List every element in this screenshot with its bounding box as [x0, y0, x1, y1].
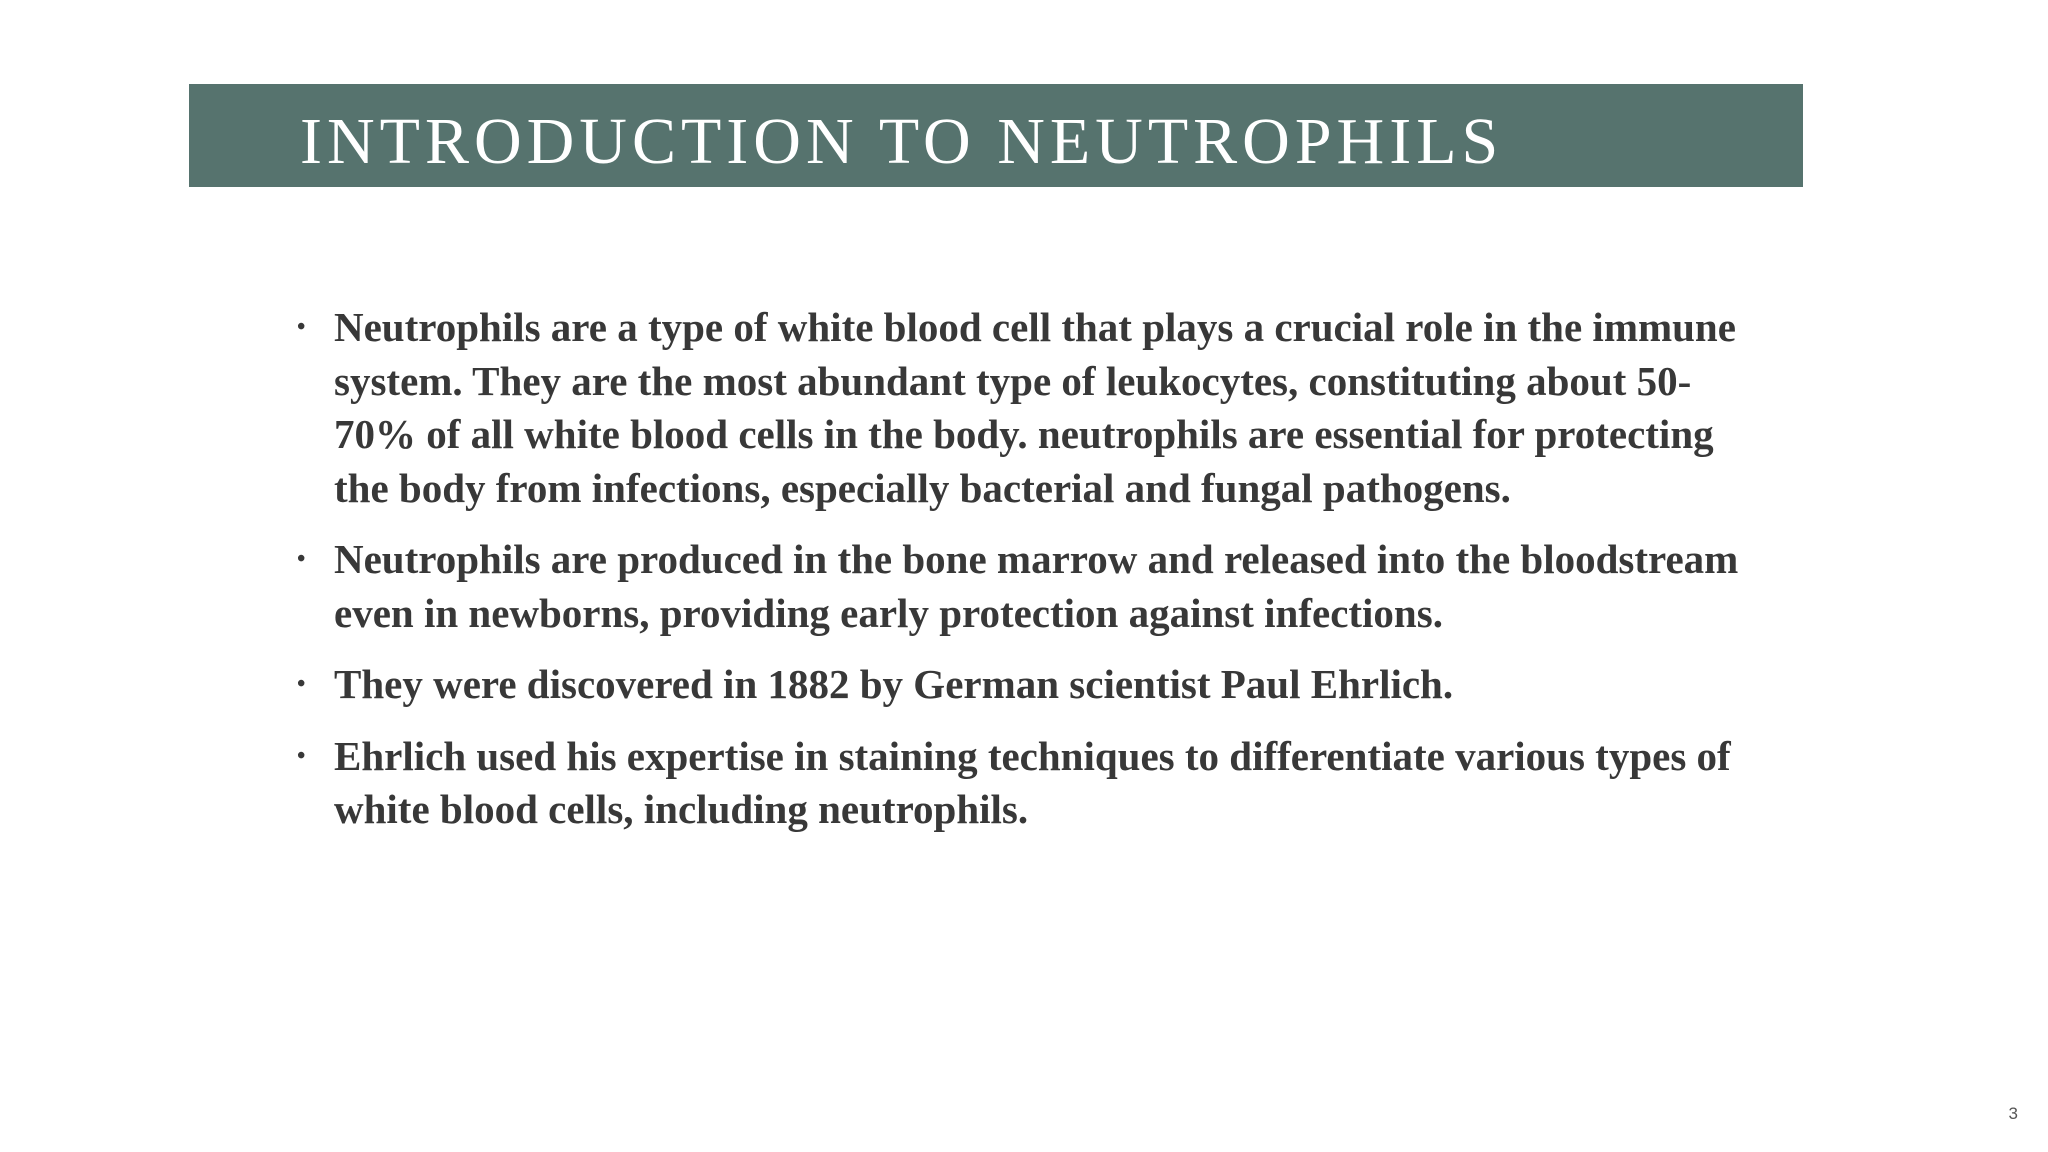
bullet-item — [295, 301, 1755, 515]
slide-number: 3 — [2008, 1104, 2018, 1123]
slide-title: INTRODUCTION TO NEUTROPHILS — [300, 105, 1504, 178]
bullet-marker: • — [297, 546, 306, 572]
bullet-text: They were discovered in 1882 by German scientist Paul Ehrlich. — [334, 661, 1454, 707]
bullet-text: Neutrophils are a type of white blood cell that plays a crucial role in the immune system. They are the most abundant type of leukocytes, constituting about 50-70% of all white blood cells in the body. neutrophils are essential for protecting the body from infections, especially bacterial and fungal pathogens. — [334, 304, 1736, 511]
bullet-marker: • — [297, 671, 306, 697]
bullet-item — [295, 533, 1755, 640]
bullet-marker: • — [297, 314, 306, 340]
bullet-list — [295, 301, 1755, 855]
bullet-marker: • — [297, 742, 306, 769]
bullet-text: Neutrophils are produced in the bone marrow and released into the bloodstream even in newborns, providing early protection against infections. — [334, 536, 1739, 636]
bullet-text: Ehrlich used his expertise in staining techniques to differentiate various types of white blood cells, including neutrophils. — [334, 732, 1731, 832]
bullet-item — [295, 658, 1755, 712]
bullet-item — [295, 730, 1755, 837]
